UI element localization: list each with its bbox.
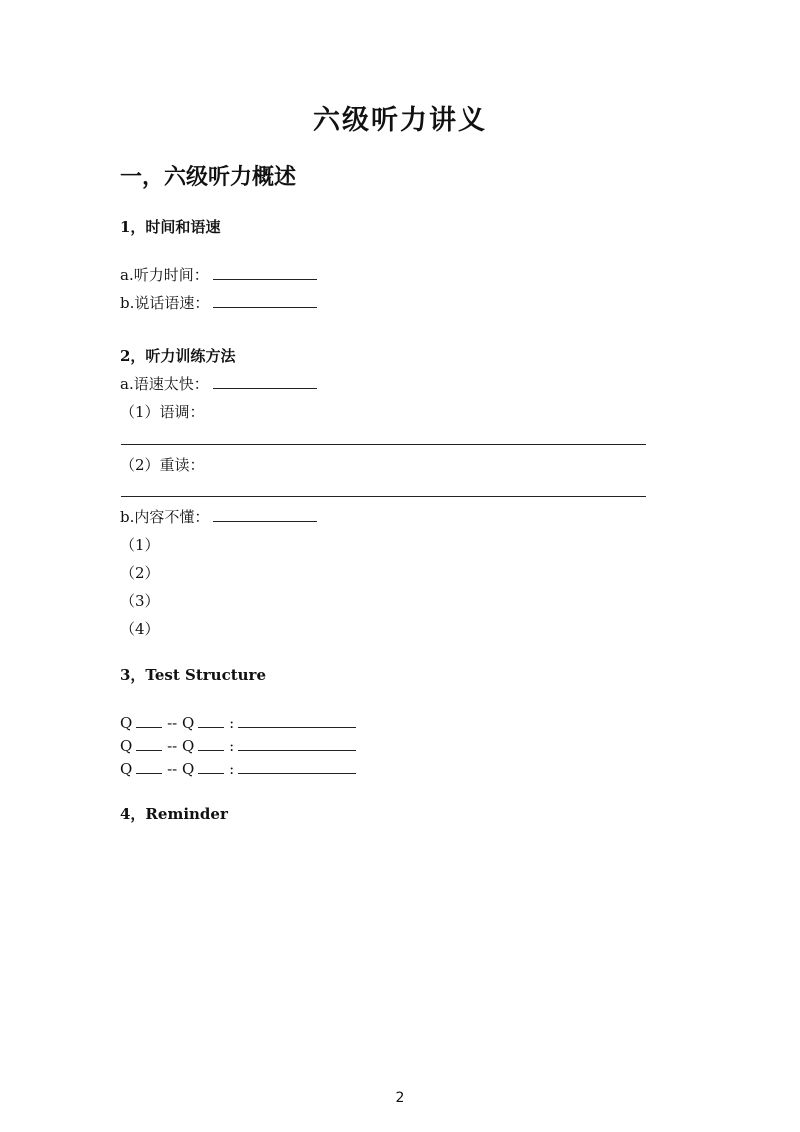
subsection-heading-time-speed: 1，时间和语速 bbox=[120, 218, 221, 236]
q-sep: -- Q bbox=[167, 714, 195, 732]
listening-time-line bbox=[120, 264, 317, 285]
too-fast-blank bbox=[213, 374, 317, 389]
too-fast-label: a.语速太快： bbox=[120, 375, 209, 393]
listening-time-blank bbox=[213, 265, 317, 280]
speech-rate-blank bbox=[213, 293, 317, 308]
listening-time-label: a.听力时间： bbox=[120, 266, 209, 284]
speech-rate-label: b.说话语速： bbox=[120, 294, 210, 312]
q-end-blank bbox=[198, 759, 224, 774]
content-label: b.内容不懂： bbox=[120, 508, 210, 526]
intonation-item: （1）语调： bbox=[120, 403, 205, 421]
content-line bbox=[120, 506, 317, 527]
q-label: Q bbox=[120, 714, 133, 732]
q-start-blank bbox=[136, 759, 162, 774]
q-type-blank bbox=[238, 759, 356, 774]
subsection-heading-reminder: 4，Reminder bbox=[120, 805, 228, 823]
q-start-blank bbox=[136, 736, 162, 751]
content-item-4: （4） bbox=[120, 620, 160, 638]
q-colon: : bbox=[229, 760, 235, 778]
section-heading-overview: 一，六级听力概述 bbox=[120, 164, 297, 190]
question-range-line bbox=[120, 713, 356, 732]
q-sep: -- Q bbox=[167, 737, 195, 755]
content-item-3: （3） bbox=[120, 592, 160, 610]
stress-answer-line bbox=[121, 496, 646, 497]
q-start-blank bbox=[136, 713, 162, 728]
subsection-heading-test-structure: 3，Test Structure bbox=[120, 666, 267, 684]
too-fast-line bbox=[120, 373, 317, 394]
page-title: 六级听力讲义 bbox=[313, 105, 487, 136]
q-sep: -- Q bbox=[167, 760, 195, 778]
q-type-blank bbox=[238, 713, 356, 728]
q-end-blank bbox=[198, 736, 224, 751]
q-label: Q bbox=[120, 760, 133, 778]
subsection-heading-training: 2，听力训练方法 bbox=[120, 347, 236, 365]
content-item-1: （1） bbox=[120, 536, 160, 554]
q-label: Q bbox=[120, 737, 133, 755]
question-range-line bbox=[120, 759, 356, 778]
question-range-line bbox=[120, 736, 356, 755]
q-end-blank bbox=[198, 713, 224, 728]
content-item-2: （2） bbox=[120, 564, 160, 582]
speech-rate-line bbox=[120, 292, 317, 313]
intonation-answer-line bbox=[121, 444, 646, 445]
q-colon: : bbox=[229, 737, 235, 755]
stress-item: （2）重读： bbox=[120, 456, 205, 474]
q-type-blank bbox=[238, 736, 356, 751]
q-colon: : bbox=[229, 714, 235, 732]
content-blank bbox=[213, 507, 317, 522]
page-number: 2 bbox=[395, 1090, 405, 1106]
